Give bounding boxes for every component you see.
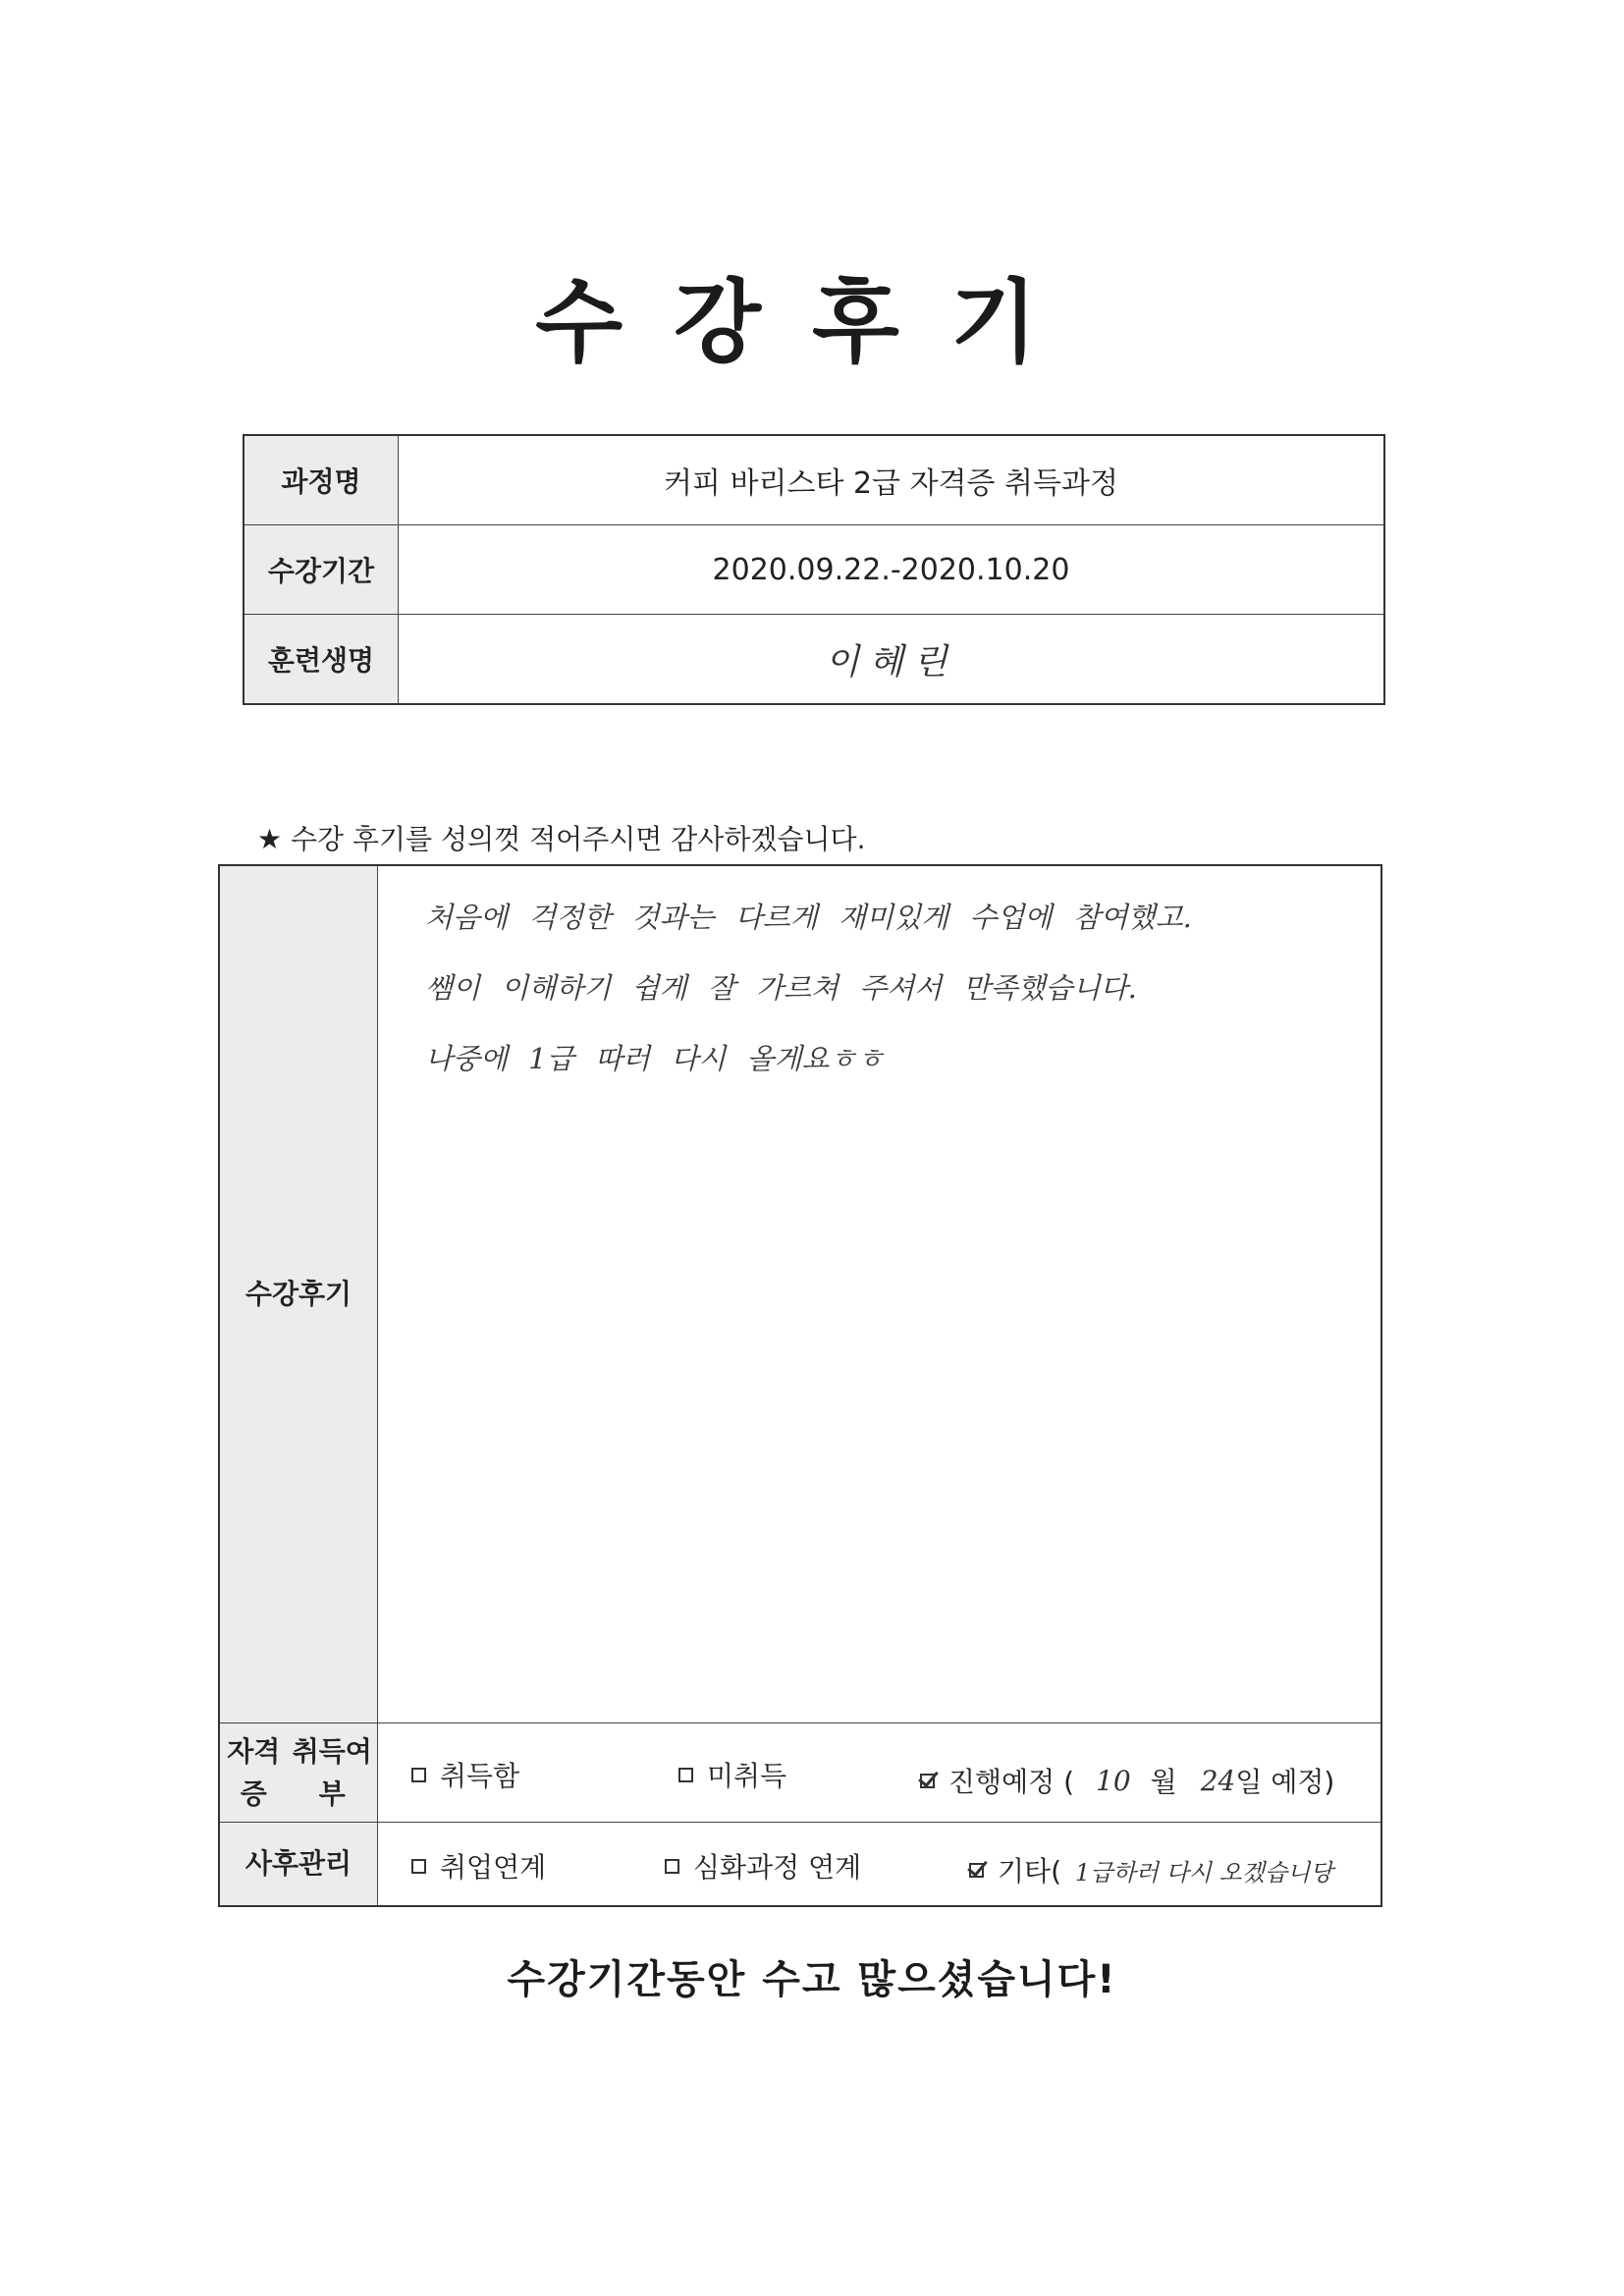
certificate-label — [220, 1723, 378, 1822]
review-content — [378, 866, 1380, 1722]
course-period-row — [244, 525, 1383, 615]
option-in-progress[interactable] — [920, 1761, 1334, 1800]
review-label: 수강후기 — [220, 866, 378, 1722]
checkbox-in-progress[interactable] — [920, 1774, 935, 1788]
trainee-name-label: 훈련생명 — [244, 615, 399, 703]
course-name-label: 과정명 — [244, 436, 399, 524]
day-unit-label: 일 예정) — [1235, 1766, 1335, 1798]
review-line: 쌤이 이해하기 쉽게 잘 가르쳐 주셔서 만족했습니다. — [425, 971, 1137, 1005]
course-period-value: 2020.09.22.-2020.10.20 — [712, 552, 1070, 587]
review-row — [220, 866, 1380, 1723]
trainee-name-value: 이혜린 — [825, 641, 957, 683]
page-title: 수강후기 — [535, 270, 1089, 375]
other-text-value: 1급하러 다시 오겠습니당 — [1075, 1858, 1333, 1886]
option-in-progress-label: 진행예정 ( — [948, 1766, 1075, 1798]
closing-message: 수강기간동안 수고 많으셨습니다! — [507, 1957, 1117, 2002]
review-table — [218, 864, 1382, 1907]
aftercare-label: 사후관리 — [220, 1823, 378, 1905]
checkbox-not-acquired[interactable] — [678, 1768, 693, 1782]
option-advanced-label: 심화과정 연계 — [693, 1851, 862, 1884]
certificate-options — [378, 1723, 1380, 1822]
course-period-label: 수강기간 — [244, 525, 399, 614]
checkbox-other[interactable] — [969, 1863, 984, 1878]
course-info-table — [243, 434, 1385, 705]
option-advanced[interactable] — [665, 1846, 861, 1886]
option-other-label: 기타( — [998, 1855, 1062, 1887]
course-name-row — [244, 436, 1383, 525]
option-not-acquired-label: 미취득 — [707, 1760, 787, 1792]
review-line: 처음에 걱정한 것과는 다르게 재미있게 수업에 참여했고. — [425, 901, 1192, 934]
review-line: 나중에 1급 따러 다시 올게요ㅎㅎ — [425, 1042, 885, 1075]
course-name-value: 커피 바리스타 2급 자격증 취득과정 — [664, 466, 1118, 501]
month-unit-label: 월 — [1150, 1766, 1177, 1798]
certificate-label-line1: 자격증 — [227, 1734, 281, 1810]
instruction-note: ★ 수강 후기를 성의껏 적어주시면 감사하겠습니다. — [257, 823, 866, 855]
certificate-row — [220, 1723, 1380, 1823]
aftercare-row — [220, 1823, 1380, 1905]
option-not-acquired[interactable] — [678, 1755, 786, 1794]
exam-day-value: 24 — [1200, 1764, 1236, 1797]
exam-month-value: 10 — [1096, 1764, 1131, 1797]
trainee-name-row — [244, 615, 1383, 703]
checkbox-advanced[interactable] — [665, 1859, 679, 1874]
option-employment[interactable] — [411, 1846, 546, 1886]
certificate-label-line2: 취득여부 — [292, 1734, 372, 1810]
option-acquired[interactable] — [411, 1755, 519, 1794]
option-other[interactable] — [969, 1850, 1332, 1889]
checkbox-acquired[interactable] — [411, 1768, 426, 1782]
option-employment-label: 취업연계 — [440, 1851, 547, 1884]
checkbox-employment[interactable] — [411, 1859, 426, 1874]
aftercare-options — [378, 1823, 1380, 1905]
option-acquired-label: 취득함 — [440, 1760, 520, 1792]
